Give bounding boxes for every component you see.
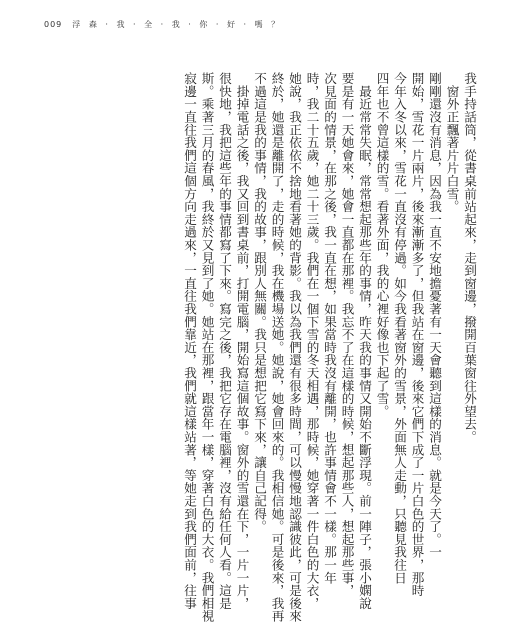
text-line: 我手持話筒，從書桌前站起來，走到窗邊，撥開百葉窗往外望去。 [462, 72, 477, 444]
text-line: 斯。乘著三月的春風，我終於又見到了她。她站在那裡，跟當年一樣，穿著白色的大衣。我們相視 [199, 72, 215, 622]
running-header [44, 16, 282, 32]
text-line: 開始，雪花一片兩片，後來漸漸多了，但我站在窗邊，後來它們下成了一片白色的世界，那時 [409, 72, 425, 597]
text-line: 窗外正飄著片片白雪。 [444, 72, 460, 213]
text-line: 寂邊一直往我們這個方向走過來，一直往我們靠近，我們就這樣站著，等她走到我們面前，往事 [182, 72, 197, 610]
text-line: 四年也不曾這樣的雪。看著外面，我的心裡好像也下起了雪。 [374, 72, 390, 418]
text-line: 時，我二十五歲，她二十三歲。我們在一個下雪的冬天相遇，那時候，她穿著一件白色的大衣， [304, 72, 320, 610]
text-line: 剛剛還沒有消息，因為我一直不安地擔憂著有一天會聽到這樣的消息。就是今天了。一 [427, 72, 442, 559]
text-line: 要是有一天她會來，她會一直都在那裡。我忘不了在這樣的時候，想起那些人，想起那些事， [339, 72, 355, 597]
text-line: 她說，我正依依不捨地看著她的背影。我以為我們還有很多時間，可以慢慢地認識彼此，可是後來 [287, 72, 302, 622]
vertical-text-block [182, 72, 477, 622]
text-line: 最近常常失眠，常常想起那些年的事情，昨天我的事情又開始不斷浮現。前一陣子，張小嫻說 [357, 72, 372, 610]
text-line: 很快地，我把這些年的事情都寫了下來。寫完之後，我把它存在電腦裡，沒有給任何人看。這是 [217, 72, 232, 610]
text-line: 掛掉電話之後，我又回到書桌前，打開電腦，開始寫這個故事。窗外的雪還在下，一片一片， [234, 72, 250, 610]
text-line: 終於，她還是離開了，走的時候，我在機場送她。她說，她會回來的。我相信她。可是後來，我再 [269, 72, 285, 622]
text-line: 今年入冬以來，雪花一直沒有停過。如今我看著窗外的雪景，外面無人走動，只聽見我往日 [392, 72, 407, 584]
book-title: 浮 森 · 我 · 全 · 我 · 你 · 好 · 嗎 ？ [72, 19, 283, 29]
page-number: 009 [44, 19, 63, 29]
text-line: 不過這是我的事情，我的故事，跟別人無關。我只是想把它寫下來，讓自己記得。 [252, 72, 267, 533]
text-line: 次見面的情景，在那之後，我一直在想，如果當時我沒有離開，也許事情會不一樣。那一年 [322, 72, 337, 584]
